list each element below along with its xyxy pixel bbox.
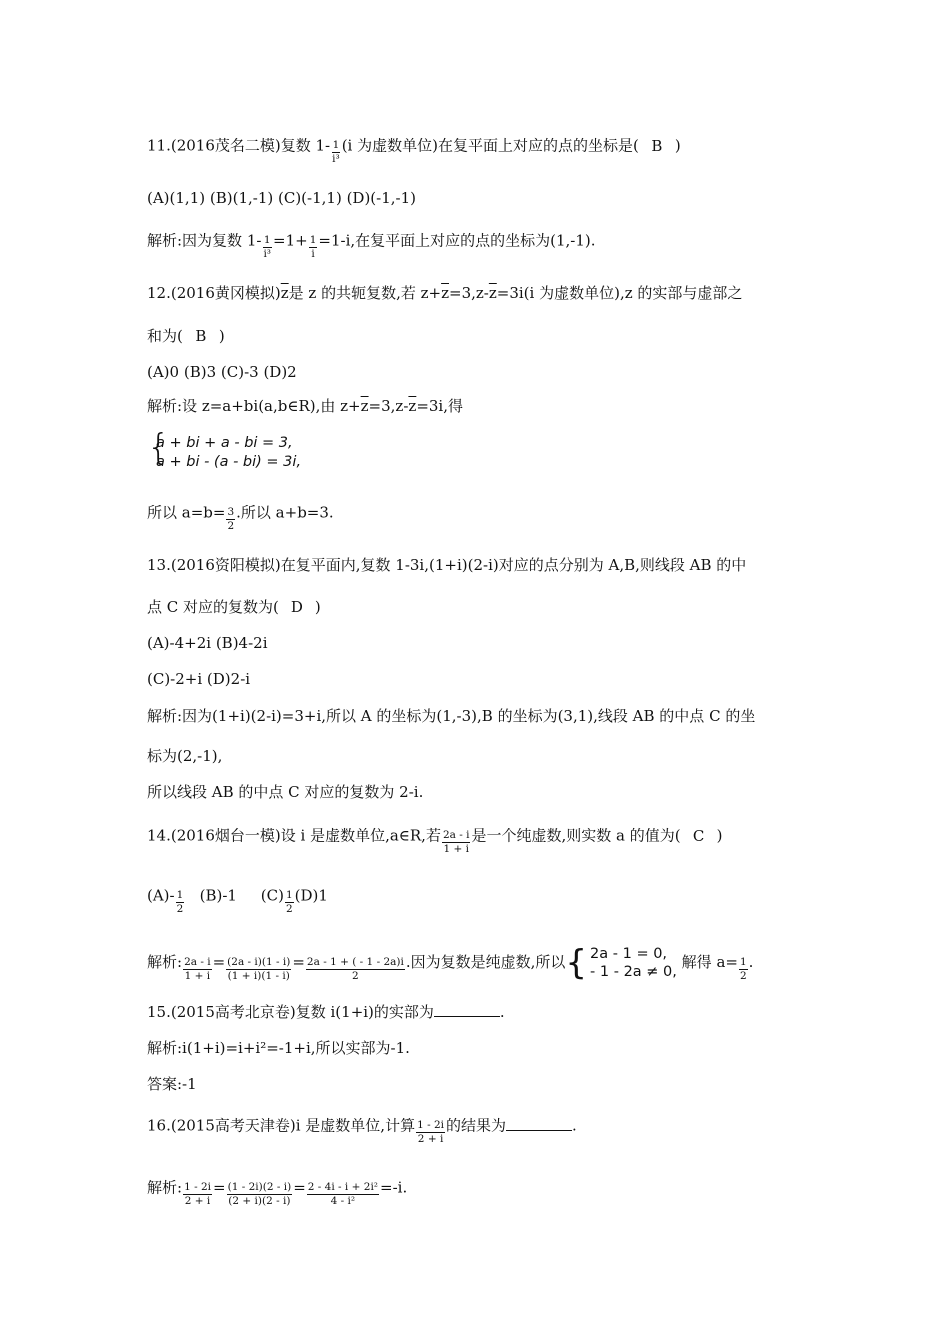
q13-solution-line1: 解析:因为(1+i)(2-i)=3+i,所以 A 的坐标为(1,-3),B 的坐标为(3,1),线段 AB 的中点 C 的坐 bbox=[147, 707, 756, 725]
q11-solution: 解析:因为复数 1- $\frac{1}{\text{i³}}$ =1+ $\frac{1}{i}$ =1-i,在复平面上对应的点的坐标为(1,-1). bbox=[147, 231, 596, 260]
q12-stem-line2: 和为( B ) bbox=[147, 327, 225, 345]
q11-sol-fraction-2: $\frac{1}{i}$ bbox=[309, 234, 317, 260]
q12-solution-line2: 所以 a=b= $\frac{3}{2}$ .所以 a+b=3. bbox=[147, 503, 334, 532]
q12-options: (A)0 (B)3 (C)-3 (D)2 bbox=[147, 363, 297, 381]
q13-options-2: (C)-2+i (D)2-i bbox=[147, 670, 251, 688]
q13-solution-line2: 标为(2,-1), bbox=[147, 747, 223, 765]
q15-solution: 解析:i(1+i)=i+i²=-1+i,所以实部为-1. bbox=[147, 1039, 410, 1057]
q13-stem-line1: 13.(2016资阳模拟)在复平面内,复数 1-3i,(1+i)(2-i)对应的点分别为 A,B,则线段 AB 的中 bbox=[147, 556, 747, 574]
q16-solution: 解析: $\frac{1 - 2i}{2 + i}$ = $\frac{(1 - 2i)(2 - i)}{(2 + i)(2 - i)}$ = $\frac{\text{2 - 4i - i + 2i²}}{\text{4 - i²}}$ =-i. bbox=[147, 1178, 408, 1207]
q11-stem: 11.(2016茂名二模)复数 1- $\frac{1}{\text{i³}}$ (i 为虚数单位)在复平面上对应的点的坐标是( B ) bbox=[147, 136, 681, 165]
q13-stem-line2: 点 C 对应的复数为( D ) bbox=[147, 598, 321, 616]
q11-sol-fraction-1: $\frac{1}{\text{i³}}$ bbox=[263, 234, 272, 260]
brace: { bbox=[147, 427, 170, 468]
q11-answer: B bbox=[651, 136, 663, 155]
q14-solution: 解析: $\frac{2a - i}{1 + i}$ = $\frac{(2a - i)(1 - i)}{(1 + i)(1 - i)}$ = $\frac{2a - 1 + ( - 1 - 2a)i}{2}$ .因为复数是纯虚数,所以 { 2a - 1 = 0, - 1 - 2a ≠ 0, 解得 a= $\frac{1}{2}$ . bbox=[147, 943, 754, 983]
q12-solution: 解析:设 z=a+bi(a,b∈R),由 $z+\overline{z}=3,z-\overline{z}=3i$,得 bbox=[147, 397, 463, 415]
q12-stem-line1: 12.(2016黄冈模拟)$\overline{z}$是 z 的共轭复数,若 $z+\overline{z}=3,z-\overline{z}=3i(i$ 为虚数单位),z 的实部与虚部之 bbox=[147, 284, 743, 302]
q15-answer: 答案:-1 bbox=[147, 1075, 197, 1093]
q12-fraction: $\frac{3}{2}$ bbox=[227, 506, 235, 532]
q12-answer: B bbox=[195, 327, 207, 345]
q14-options: (A)- $\frac{1}{2}$ (B)-1 (C) $\frac{1}{2}$ (D)1 bbox=[147, 886, 328, 915]
q14-equation-system: { 2a - 1 = 0, - 1 - 2a ≠ 0, bbox=[565, 943, 677, 983]
answer-blank bbox=[434, 1002, 500, 1017]
q14-answer: C bbox=[692, 826, 705, 845]
q11-options: (A)(1,1) (B)(1,-1) (C)(-1,1) (D)(-1,-1) bbox=[147, 189, 416, 207]
q14-fraction: $\frac{2a - i}{1 + i}$ bbox=[442, 829, 470, 855]
q13-solution-line3: 所以线段 AB 的中点 C 对应的复数为 2-i. bbox=[147, 783, 424, 801]
q16-fraction: $\frac{1 - 2i}{2 + i}$ bbox=[417, 1119, 445, 1145]
answer-blank bbox=[506, 1116, 572, 1131]
q14-stem: 14.(2016烟台一模)设 i 是虚数单位,a∈R,若 $\frac{2a - i}{1 + i}$ 是一个纯虚数,则实数 a 的值为( C ) bbox=[147, 826, 723, 855]
q13-options-1: (A)-4+2i (B)4-2i bbox=[147, 634, 268, 652]
q16-stem: 16.(2015高考天津卷)i 是虚数单位,计算 $\frac{1 - 2i}{2 + i}$ 的结果为 . bbox=[147, 1116, 577, 1145]
q11-fraction: $\frac{1}{\text{i³}}$ bbox=[332, 139, 340, 165]
q15-stem: 15.(2015高考北京卷)复数 i(1+i)的实部为 . bbox=[147, 1003, 505, 1021]
z-conjugate: $\overline{z}$ bbox=[280, 284, 289, 302]
q13-answer: D bbox=[290, 598, 303, 616]
